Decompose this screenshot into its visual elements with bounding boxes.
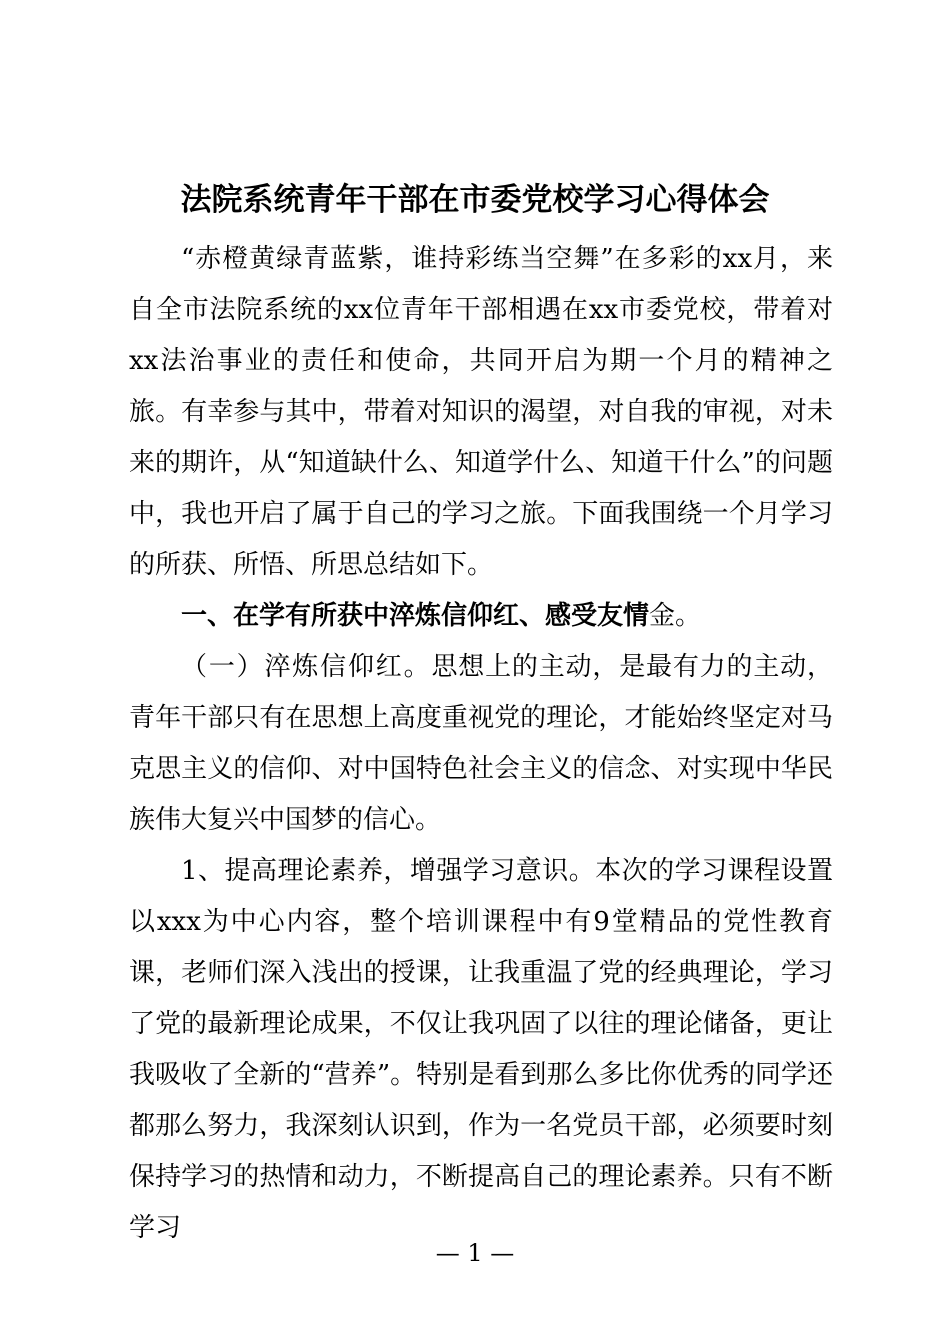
- section-heading-1-tail: 金。: [649, 601, 702, 631]
- document-body: [129, 234, 833, 1254]
- section-heading-1-text: 一、在学有所获中淬炼信仰红、感受友情: [181, 601, 650, 631]
- subsection-text-1: 思想上的主动，是最有力的主动，青年干部只有在思想上高度重视党的理论，才能始终坚定对马克思主义的信仰、对中国特色社会主义的信念、对实现中华民族伟大复兴中国梦的信心。: [129, 652, 833, 835]
- intro-paragraph: “赤橙黄绿青蓝紫，谁持彩练当空舞”在多彩的xx月，来自全市法院系统的xx位青年干部相遇在xx市委党校，带着对xx法治事业的责任和使命，共同开启为期一个月的精神之旅。有幸参与其中，带着对知识的渴望，对自我的审视，对未来的期许，从“知道缺什么、知道学什么、知道干什么”的问题中，我也开启了属于自己的学习之旅。下面我围绕一个月学习的所获、所悟、所思总结如下。: [129, 244, 833, 580]
- subsection-paragraph-1: [129, 642, 833, 846]
- document-title: 法院系统青年干部在市委党校学习心得体会: [180, 182, 770, 218]
- section-heading-1: [129, 591, 833, 642]
- point-paragraph-1: 1、提高理论素养，增强学习意识。本次的学习课程设置以xxx为中心内容，整个培训课程中有9堂精品的党性教育课，老师们深入浅出的授课，让我重温了党的经典理论，学习了党的最新理论成果，不仅让我巩固了以往的理论储备，更让我吸收了全新的“营养”。特别是看到那么多比你优秀的同学还都那么努力，我深刻认识到，作为一名党员干部，必须要时刻保持学习的热情和动力，不断提高自己的理论素养。只有不断学习: [129, 856, 833, 1243]
- page-number: — 1 —: [435, 1239, 515, 1267]
- subsection-lead-1: （一）淬炼信仰红。: [181, 652, 432, 682]
